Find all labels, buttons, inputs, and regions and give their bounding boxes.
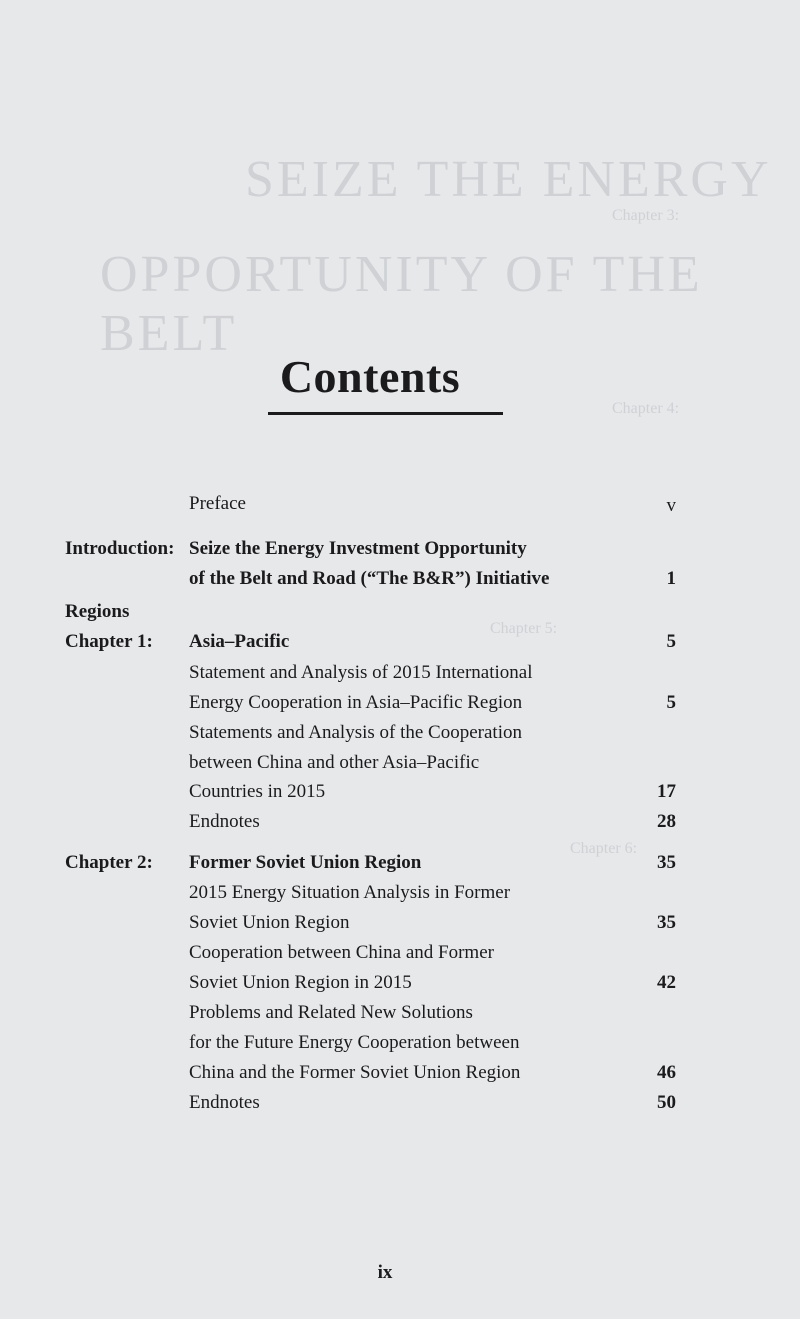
toc-entry-text[interactable]: 2015 Energy Situation Analysis in Former <box>189 882 511 903</box>
toc-entry-text[interactable]: Problems and Related New Solutions <box>189 1002 473 1023</box>
page-number: ix <box>377 1262 393 1283</box>
toc-entry-text[interactable]: Seize the Energy Investment Opportunity <box>189 538 527 559</box>
toc-section-heading: Regions <box>65 601 130 622</box>
bleed-through-text: Chapter 3: <box>612 207 680 224</box>
toc-entry-text[interactable]: China and the Former Soviet Union Region <box>189 1062 521 1083</box>
toc-entry-text[interactable]: Cooperation between China and Former <box>189 942 494 963</box>
toc-entry-text[interactable]: Former Soviet Union Region <box>189 852 422 873</box>
toc-page-number: 1 <box>666 568 676 589</box>
bleed-through-heading-2: OPPORTUNITY OF THE BELT <box>100 246 703 362</box>
toc-entry-text[interactable]: between China and other Asia–Pacific <box>189 752 480 773</box>
toc-entry-text[interactable]: Countries in 2015 <box>189 781 326 802</box>
toc-page-number: 35 <box>657 852 676 873</box>
toc-page-number: 17 <box>657 781 676 802</box>
toc-page-number: 50 <box>657 1092 676 1113</box>
toc-entry-label: Chapter 1: <box>65 631 153 652</box>
toc-entry-text[interactable]: Endnotes <box>189 1092 260 1113</box>
toc-entry-text[interactable]: Statements and Analysis of the Cooperation <box>189 722 522 743</box>
toc-entry-text[interactable]: Endnotes <box>189 811 260 832</box>
bleed-through-text-2: Chapter 4: <box>612 400 680 417</box>
page-title: Contents <box>279 351 461 402</box>
toc-entry-text[interactable]: for the Future Energy Cooperation between <box>189 1032 520 1053</box>
toc-page-number: v <box>666 495 676 516</box>
toc-page-number: 35 <box>657 912 676 933</box>
toc-entry-text[interactable]: Soviet Union Region <box>189 912 350 933</box>
toc-page-number: 5 <box>666 631 676 652</box>
toc-page-number: 5 <box>666 692 676 713</box>
toc-entry-text[interactable]: Statement and Analysis of 2015 International <box>189 662 533 683</box>
toc-entry-label: Chapter 2: <box>65 852 153 873</box>
bleed-through-heading: SEIZE THE ENERGY <box>245 151 772 208</box>
toc-entry-text[interactable]: Asia–Pacific <box>189 631 290 652</box>
toc-page-number: 46 <box>657 1062 676 1083</box>
toc-page-number: 42 <box>657 972 676 993</box>
toc-page-number: 28 <box>657 811 676 832</box>
bleed-through-text-4: Chapter 6: <box>570 840 638 857</box>
toc-entry-text[interactable]: Soviet Union Region in 2015 <box>189 972 412 993</box>
toc-entry-text[interactable]: of the Belt and Road (“The B&R”) Initiative <box>189 568 550 589</box>
toc-entry-label: Introduction: <box>65 538 175 559</box>
toc-entry-text[interactable]: Energy Cooperation in Asia–Pacific Region <box>189 692 523 713</box>
bleed-through-text-3: Chapter 5: <box>490 620 558 637</box>
toc-entry-text[interactable]: Preface <box>189 493 246 514</box>
